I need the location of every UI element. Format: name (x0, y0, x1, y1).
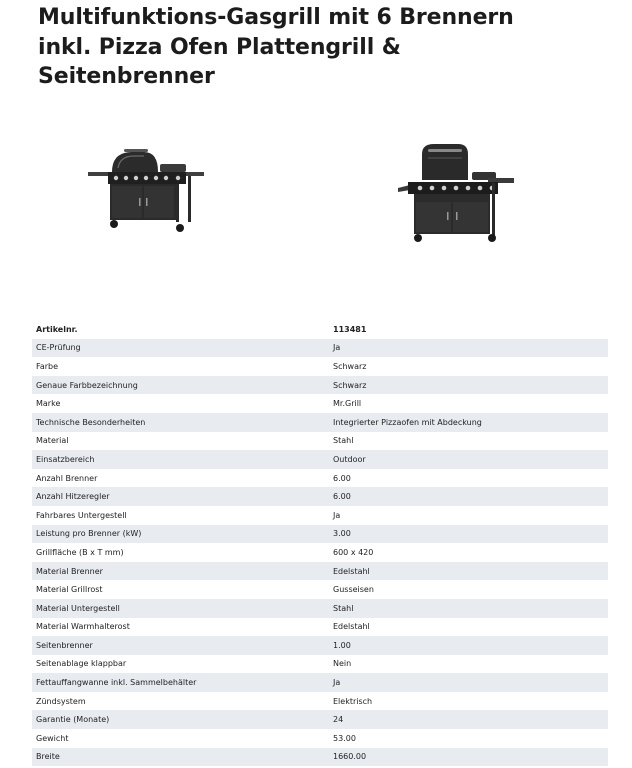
spec-value: 6.00 (329, 487, 608, 506)
spec-label: Einsatzbereich (32, 450, 329, 469)
spec-label: Breite (32, 748, 329, 767)
spec-label: Gewicht (36, 733, 69, 743)
spec-value: Edelstahl (333, 622, 370, 632)
spec-label: CE-Prüfung (32, 339, 329, 358)
spec-value: Ja (329, 339, 608, 358)
spec-label: Genaue Farbbezeichnung (32, 376, 329, 395)
spec-row (32, 673, 608, 692)
spec-row (32, 357, 608, 376)
spec-row (32, 506, 608, 525)
spec-value: 3.00 (329, 525, 608, 544)
spec-label: Fahrbares Untergestell (36, 510, 127, 520)
spec-value: 1660.00 (329, 748, 608, 767)
product-title (38, 3, 618, 92)
spec-row (32, 394, 608, 413)
product-title-line: Multifunktions-Gasgrill mit 6 Brennern (38, 5, 514, 30)
spec-value: Stahl (329, 599, 608, 618)
spec-label: Zündsystem (36, 696, 86, 706)
spec-row (32, 543, 608, 562)
product-title-line: Seitenbrenner (38, 64, 215, 89)
grill-icon (84, 142, 208, 238)
spec-value: Schwarz (333, 361, 367, 371)
spec-label: Material Grillrost (36, 585, 103, 595)
spec-label: Leistung pro Brenner (kW) (32, 525, 329, 544)
spec-label: Farbe (36, 361, 59, 371)
spec-value: Schwarz (329, 376, 608, 395)
spec-row (32, 432, 608, 451)
spec-label: Material (36, 436, 69, 446)
spec-value: Ja (329, 673, 608, 692)
spec-label: Garantie (Monate) (32, 710, 329, 729)
spec-value: Elektrisch (333, 696, 373, 706)
spec-row (32, 599, 608, 618)
spec-row (32, 710, 608, 729)
spec-value: 113481 (333, 324, 367, 334)
spec-row (32, 729, 608, 748)
spec-label: Fettauffangwanne inkl. Sammelbehälter (32, 673, 329, 692)
spec-label: Grillfläche (B x T mm) (36, 547, 124, 557)
spec-value: 24 (329, 710, 608, 729)
spec-row (32, 618, 608, 637)
spec-value: 53.00 (333, 733, 356, 743)
spec-label: Seitenbrenner (32, 636, 329, 655)
grill-product-image-front (84, 142, 208, 238)
spec-label: Technische Besonderheiten (32, 413, 329, 432)
spec-value: Outdoor (329, 450, 608, 469)
spec-row (32, 655, 608, 674)
spec-table (32, 320, 608, 766)
spec-value: Stahl (333, 436, 354, 446)
spec-value: Ja (333, 510, 341, 520)
spec-value: 600 x 420 (333, 547, 374, 557)
spec-row (32, 692, 608, 711)
product-title-line: inkl. Pizza Ofen Plattengrill & (38, 34, 401, 60)
spec-label: Anzahl Hitzeregler (32, 487, 329, 506)
spec-value: 1.00 (329, 636, 608, 655)
spec-row (32, 487, 608, 506)
spec-value: 6.00 (333, 473, 351, 483)
spec-row (32, 320, 608, 339)
spec-value: Integrierter Pizzaofen mit Abdeckung (329, 413, 608, 432)
spec-label: Material Brenner (32, 562, 329, 581)
spec-label: Material Warmhalterost (36, 622, 130, 632)
spec-value: Nein (333, 659, 352, 669)
spec-row (32, 636, 608, 655)
spec-row (32, 748, 608, 767)
spec-row (32, 525, 608, 544)
spec-row (32, 580, 608, 599)
spec-row (32, 376, 608, 395)
spec-row (32, 413, 608, 432)
spec-label: Material Untergestell (32, 599, 329, 618)
spec-label: Anzahl Brenner (36, 473, 98, 483)
spec-label: Marke (36, 399, 61, 409)
spec-label: Seitenablage klappbar (36, 659, 127, 669)
grill-product-image-angled (392, 136, 518, 248)
spec-row (32, 450, 608, 469)
spec-label: Artikelnr. (36, 324, 78, 334)
spec-row (32, 562, 608, 581)
spec-row (32, 339, 608, 358)
spec-row (32, 469, 608, 488)
spec-value: Gusseisen (333, 585, 374, 595)
spec-value: Mr.Grill (333, 399, 362, 409)
spec-value: Edelstahl (329, 562, 608, 581)
grill-icon (392, 136, 518, 248)
